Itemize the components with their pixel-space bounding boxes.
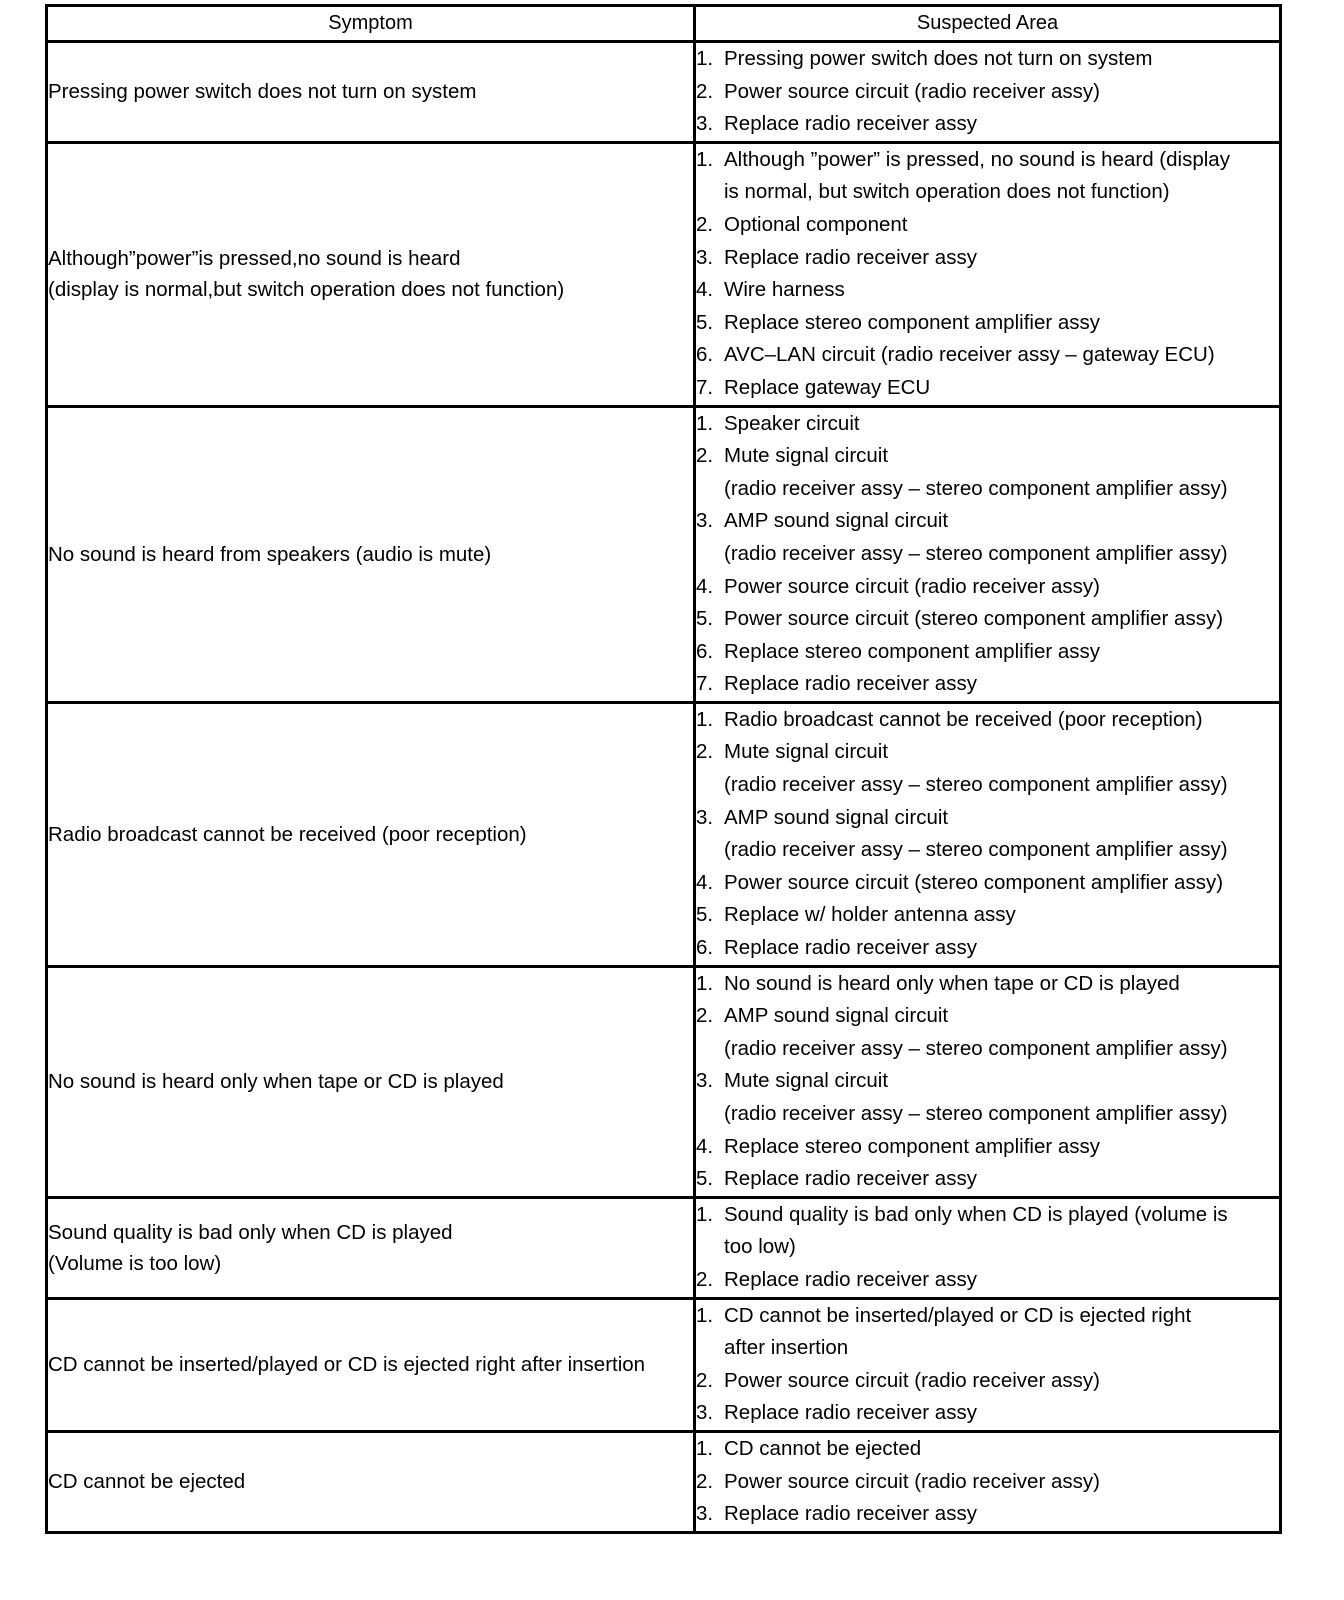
suspected-area-item (696, 144, 1279, 177)
table-row (47, 966, 1281, 1197)
symptom-cell (47, 1431, 695, 1532)
suspected-area-item (696, 108, 1279, 141)
item-text: Pressing power switch does not turn on system (724, 47, 1153, 70)
suspected-area-item (696, 1433, 1279, 1466)
item-number: 2. (696, 212, 714, 236)
symptom-cell (47, 42, 695, 143)
suspected-area-item (696, 1264, 1279, 1297)
symptom-header: Symptom (47, 6, 695, 42)
item-text: Replace radio receiver assy (724, 1502, 977, 1526)
suspected-area-item (696, 932, 1279, 965)
item-text: Power source circuit (radio receiver assy) (724, 1368, 1100, 1392)
item-text: Replace gateway ECU (724, 375, 931, 399)
suspected-area-item (696, 339, 1279, 372)
suspected-area-cell (695, 142, 1281, 406)
suspected-area-list (696, 144, 1279, 405)
item-number: 5. (696, 903, 714, 927)
item-text: No sound is heard only when tape or CD is played (724, 971, 1180, 995)
item-number: 3. (696, 112, 714, 136)
symptom-text: Although”power”is pressed,no sound is heard (48, 247, 461, 271)
item-text-continuation: (radio receiver assy – stereo component amplifier assy) (724, 541, 1228, 565)
suspected-area-cell (695, 1197, 1281, 1298)
item-text-continuation: is normal, but switch operation does not function) (724, 180, 1170, 204)
item-number: 6. (696, 343, 714, 367)
suspected-area-item (696, 571, 1279, 604)
table-row (47, 702, 1281, 966)
item-number: 4. (696, 278, 714, 302)
item-text-continuation: (radio receiver assy – stereo component amplifier assy) (724, 838, 1228, 862)
item-number: 2. (696, 79, 714, 103)
symptom-text: (display is normal,but switch operation does not function) (48, 278, 565, 302)
item-number: 2. (696, 740, 714, 764)
suspected-area-item (696, 899, 1279, 932)
symptom-cell (47, 1298, 695, 1431)
item-number: 5. (696, 310, 714, 334)
item-text-continuation: (radio receiver assy – stereo component amplifier assy) (724, 773, 1228, 797)
symptom-text: Radio broadcast cannot be received (poor reception) (48, 822, 527, 846)
item-text-continuation: (radio receiver assy – stereo component amplifier assy) (724, 1036, 1228, 1060)
item-text-continuation: (radio receiver assy – stereo component amplifier assy) (724, 476, 1228, 500)
symptom-text: (Volume is too low) (48, 1251, 222, 1275)
suspected-area-cell (695, 1298, 1281, 1431)
suspected-area-list (696, 1433, 1279, 1531)
suspected-area-item (696, 43, 1279, 76)
item-text: Replace w/ holder antenna assy (724, 903, 1016, 927)
suspected-area-list (696, 1300, 1279, 1430)
symptom-cell (47, 142, 695, 406)
troubleshooting-table (45, 4, 1282, 1534)
item-number: 3. (696, 509, 714, 533)
suspected-area-item (696, 1365, 1279, 1398)
item-text: Power source circuit (radio receiver assy) (724, 1469, 1100, 1493)
item-number: 2. (696, 1368, 714, 1392)
item-number: 1. (696, 147, 714, 171)
table-body (47, 42, 1281, 1533)
table-row (47, 1197, 1281, 1298)
item-number: 2. (696, 1469, 714, 1493)
symptom-text: Sound quality is bad only when CD is played (48, 1220, 453, 1244)
suspected-area-item (696, 1300, 1279, 1333)
item-number: 1. (696, 47, 714, 70)
suspected-area-header: Suspected Area (695, 6, 1281, 42)
suspected-area-cell (695, 966, 1281, 1197)
suspected-area-item (696, 968, 1279, 1001)
item-text: Replace stereo component amplifier assy (724, 310, 1101, 334)
suspected-area-cell (695, 42, 1281, 143)
item-number: 1. (696, 1436, 714, 1460)
suspected-area-list (696, 968, 1279, 1196)
item-number: 7. (696, 375, 714, 399)
suspected-area-item (696, 1498, 1279, 1531)
item-text: AMP sound signal circuit (724, 509, 949, 533)
item-text: Replace stereo component amplifier assy (724, 1134, 1101, 1158)
suspected-area-list (696, 408, 1279, 701)
suspected-area-item (696, 1397, 1279, 1430)
suspected-area-list (696, 1199, 1279, 1297)
symptom-text: CD cannot be inserted/played or CD is ejected right after insertion (48, 1353, 646, 1377)
symptom-text: Pressing power switch does not turn on system (48, 80, 477, 104)
item-number: 2. (696, 444, 714, 468)
item-text: Mute signal circuit (724, 1069, 889, 1093)
item-number: 1. (696, 707, 714, 731)
item-number: 1. (696, 1202, 714, 1226)
table-row (47, 42, 1281, 143)
item-text: Replace radio receiver assy (724, 672, 977, 696)
table-row (47, 1298, 1281, 1431)
item-number: 6. (696, 639, 714, 663)
item-text: Power source circuit (stereo component amplifier assy) (724, 607, 1224, 631)
suspected-area-item (696, 440, 1279, 473)
suspected-area-item (696, 802, 1279, 835)
suspected-area-item (696, 408, 1279, 441)
item-number: 4. (696, 1134, 714, 1158)
item-number: 1. (696, 411, 714, 435)
suspected-area-cell (695, 1431, 1281, 1532)
item-number: 7. (696, 672, 714, 696)
suspected-area-item (696, 242, 1279, 275)
item-text: Sound quality is bad only when CD is played (volume is (724, 1202, 1228, 1226)
item-number: 3. (696, 1401, 714, 1425)
item-text: Although ”power” is pressed, no sound is heard (display (724, 147, 1230, 171)
suspected-area-cell (695, 406, 1281, 702)
symptom-cell (47, 1197, 695, 1298)
table-row (47, 142, 1281, 406)
item-number: 5. (696, 1167, 714, 1191)
symptom-text: No sound is heard only when tape or CD is played (48, 1070, 504, 1094)
item-number: 5. (696, 607, 714, 631)
item-text: Replace radio receiver assy (724, 1401, 977, 1425)
suspected-area-item (696, 274, 1279, 307)
item-text: Power source circuit (radio receiver assy) (724, 574, 1100, 598)
item-number: 3. (696, 1069, 714, 1093)
item-number: 6. (696, 936, 714, 960)
item-number: 3. (696, 1502, 714, 1526)
item-number: 2. (696, 1267, 714, 1291)
item-number: 4. (696, 870, 714, 894)
item-text: Power source circuit (radio receiver assy) (724, 79, 1100, 103)
item-text: Replace radio receiver assy (724, 1167, 977, 1191)
table-row (47, 1431, 1281, 1532)
item-text: Optional component (724, 212, 908, 236)
item-text: AVC–LAN circuit (radio receiver assy – gateway ECU) (724, 343, 1215, 367)
item-text: AMP sound signal circuit (724, 805, 949, 829)
symptom-cell (47, 406, 695, 702)
header-row (47, 6, 1281, 42)
item-text: Replace radio receiver assy (724, 936, 977, 960)
suspected-area-item (696, 1163, 1279, 1196)
suspected-area-item (696, 505, 1279, 538)
item-text: Replace radio receiver assy (724, 112, 977, 136)
item-number: 3. (696, 245, 714, 269)
suspected-area-item (696, 668, 1279, 701)
suspected-area-item (696, 603, 1279, 636)
symptom-text: No sound is heard from speakers (audio is mute) (48, 542, 492, 566)
item-number: 2. (696, 1004, 714, 1028)
symptom-cell (47, 966, 695, 1197)
suspected-area-item (696, 76, 1279, 109)
suspected-area-item (696, 867, 1279, 900)
suspected-area-item (696, 1000, 1279, 1033)
symptom-cell (47, 702, 695, 966)
suspected-area-item (696, 1199, 1279, 1232)
item-text: Radio broadcast cannot be received (poor reception) (724, 707, 1203, 731)
suspected-area-item (696, 736, 1279, 769)
suspected-area-item (696, 1466, 1279, 1499)
suspected-area-item (696, 636, 1279, 669)
item-number: 1. (696, 1303, 714, 1327)
item-text: CD cannot be inserted/played or CD is ejected right (724, 1303, 1192, 1327)
item-text: AMP sound signal circuit (724, 1004, 949, 1028)
suspected-area-item (696, 1131, 1279, 1164)
suspected-area-item (696, 209, 1279, 242)
item-text-continuation: too low) (724, 1235, 796, 1259)
item-text: Mute signal circuit (724, 444, 889, 468)
suspected-area-item (696, 307, 1279, 340)
item-text: Speaker circuit (724, 411, 860, 435)
suspected-area-item (696, 372, 1279, 405)
suspected-area-list (696, 43, 1279, 141)
item-text: Mute signal circuit (724, 740, 889, 764)
item-text: Power source circuit (stereo component amplifier assy) (724, 870, 1224, 894)
item-text: CD cannot be ejected (724, 1436, 922, 1460)
suspected-area-item (696, 1065, 1279, 1098)
symptom-text: CD cannot be ejected (48, 1470, 246, 1494)
item-text: Wire harness (724, 278, 845, 302)
suspected-area-list (696, 704, 1279, 965)
item-text-continuation: after insertion (724, 1336, 849, 1360)
item-number: 3. (696, 805, 714, 829)
suspected-area-cell (695, 702, 1281, 966)
item-text: Replace radio receiver assy (724, 245, 977, 269)
item-text-continuation: (radio receiver assy – stereo component amplifier assy) (724, 1102, 1228, 1125)
item-number: 4. (696, 574, 714, 598)
item-text: Replace radio receiver assy (724, 1267, 977, 1291)
table-row (47, 406, 1281, 702)
item-text: Replace stereo component amplifier assy (724, 639, 1101, 663)
suspected-area-item (696, 704, 1279, 737)
item-number: 1. (696, 971, 714, 995)
